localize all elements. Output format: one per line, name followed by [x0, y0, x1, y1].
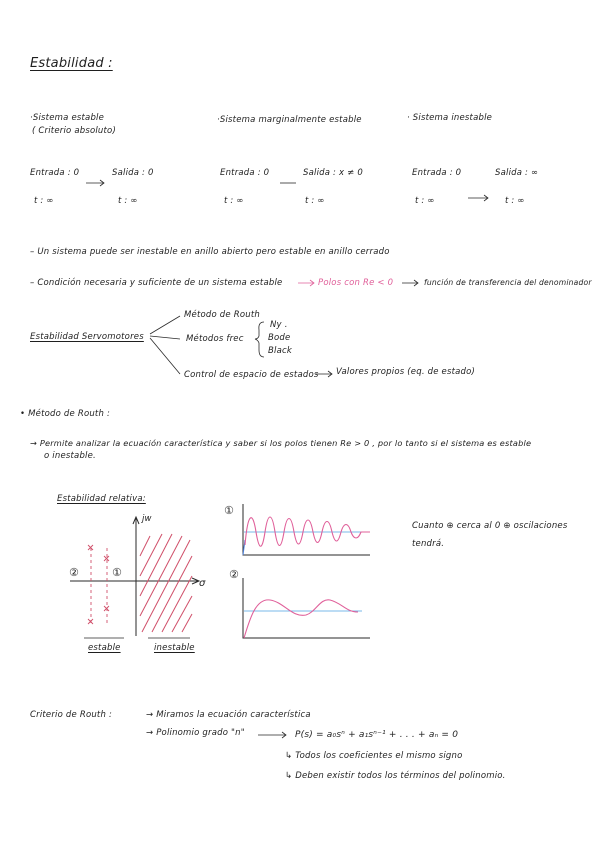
arrow-polynomial [258, 732, 286, 738]
marginal-time-out: t : ∞ [305, 196, 325, 206]
page-title: Estabilidad : [30, 56, 113, 71]
black: Black [268, 346, 292, 356]
pole-pair-2: ② [69, 566, 80, 579]
sigma-axis-label: σ [199, 578, 206, 589]
routh-heading: • Método de Routh : [20, 409, 111, 419]
arrow-transfer [402, 280, 418, 286]
marginal-system-title: ·Sistema marginalmente estable [217, 115, 362, 125]
stable-region-label: estable [88, 643, 121, 653]
response-2-marker: ② [229, 568, 240, 581]
characteristic-equation: P(s) = a₀sⁿ + a₁sⁿ⁻¹ + . . . + aₙ = 0 [295, 730, 459, 740]
stable-input: Entrada : 0 [30, 168, 80, 178]
routh-method: Método de Routh [184, 310, 260, 320]
unstable-output: Salida : ∞ [495, 168, 539, 178]
stable-system-title: ·Sistema estable [30, 113, 105, 123]
unstable-region-label: inestable [154, 643, 195, 653]
marginal-time-in: t : ∞ [224, 196, 244, 206]
arrow-poles [298, 280, 314, 286]
freq-methods: Métodos frec [186, 334, 244, 344]
response-graph-1 [243, 504, 370, 555]
servo-branch-top [150, 316, 180, 334]
stable-time-in: t : ∞ [34, 196, 54, 206]
criterion-bullet-2: → Polinomio grado "n" [146, 728, 245, 738]
unstable-input: Entrada : 0 [412, 168, 462, 178]
criterion-bullet-1: → Miramos la ecuación característica [146, 710, 311, 720]
criterion-sub-2: ↳ Deben existir todos los términos del polinomio. [285, 771, 506, 781]
criterion-label: Criterio de Routh : [30, 710, 113, 720]
note-transfer: función de transferencia del denominador [424, 278, 592, 287]
servo-branch-mid [150, 336, 180, 339]
unstable-time-out: t : ∞ [505, 196, 525, 206]
response-graph-2 [243, 578, 370, 638]
freq-brace [255, 322, 264, 357]
stable-system-subtitle: ( Criterio absoluto) [32, 126, 116, 136]
servo-branch-bot [150, 338, 180, 374]
routh-line-1: → Permite analizar la ecuación característica y saber si los polos tienen Re > 0 , por lo tanto si el sistema es estable [30, 438, 532, 448]
relative-note-2: tendrá. [412, 539, 445, 549]
unstable-system-title: · Sistema inestable [407, 113, 493, 123]
arrow-unstable [468, 195, 488, 201]
unstable-time-in: t : ∞ [415, 196, 435, 206]
servo-label: Estabilidad Servomotores [30, 332, 144, 342]
note-condition: – Condición necesaria y suficiente de un sistema estable [30, 278, 283, 288]
unstable-hatch [140, 534, 192, 632]
relative-note-1: Cuanto ⊕ cerca al 0 ⊕ oscilaciones [412, 521, 568, 531]
arrow-stable [86, 180, 104, 186]
routh-line-2: o inestable. [44, 451, 96, 461]
relative-heading: Estabilidad relativa: [57, 494, 146, 504]
marginal-input: Entrada : 0 [220, 168, 270, 178]
stable-time-out: t : ∞ [118, 196, 138, 206]
jw-axis-label: jw [142, 514, 152, 524]
arrow-eigen [316, 371, 332, 377]
bode: Bode [268, 333, 291, 343]
note-open-loop: – Un sistema puede ser inestable en anillo abierto pero estable en anillo cerrado [30, 247, 390, 257]
nyquist: Ny . [270, 320, 288, 330]
eigenvalues: Valores propios (eq. de estado) [336, 367, 476, 377]
note-poles: Polos con Re < 0 [318, 278, 394, 288]
criterion-sub-1: ↳ Todos los coeficientes el mismo signo [285, 751, 463, 761]
marginal-output: Salida : x ≠ 0 [303, 168, 363, 178]
response-1-marker: ① [224, 504, 235, 517]
state-space-control: Control de espacio de estados [184, 370, 319, 380]
pole-pair-1: ① [112, 566, 123, 579]
stable-poles [88, 545, 109, 626]
stable-output: Salida : 0 [112, 168, 154, 178]
